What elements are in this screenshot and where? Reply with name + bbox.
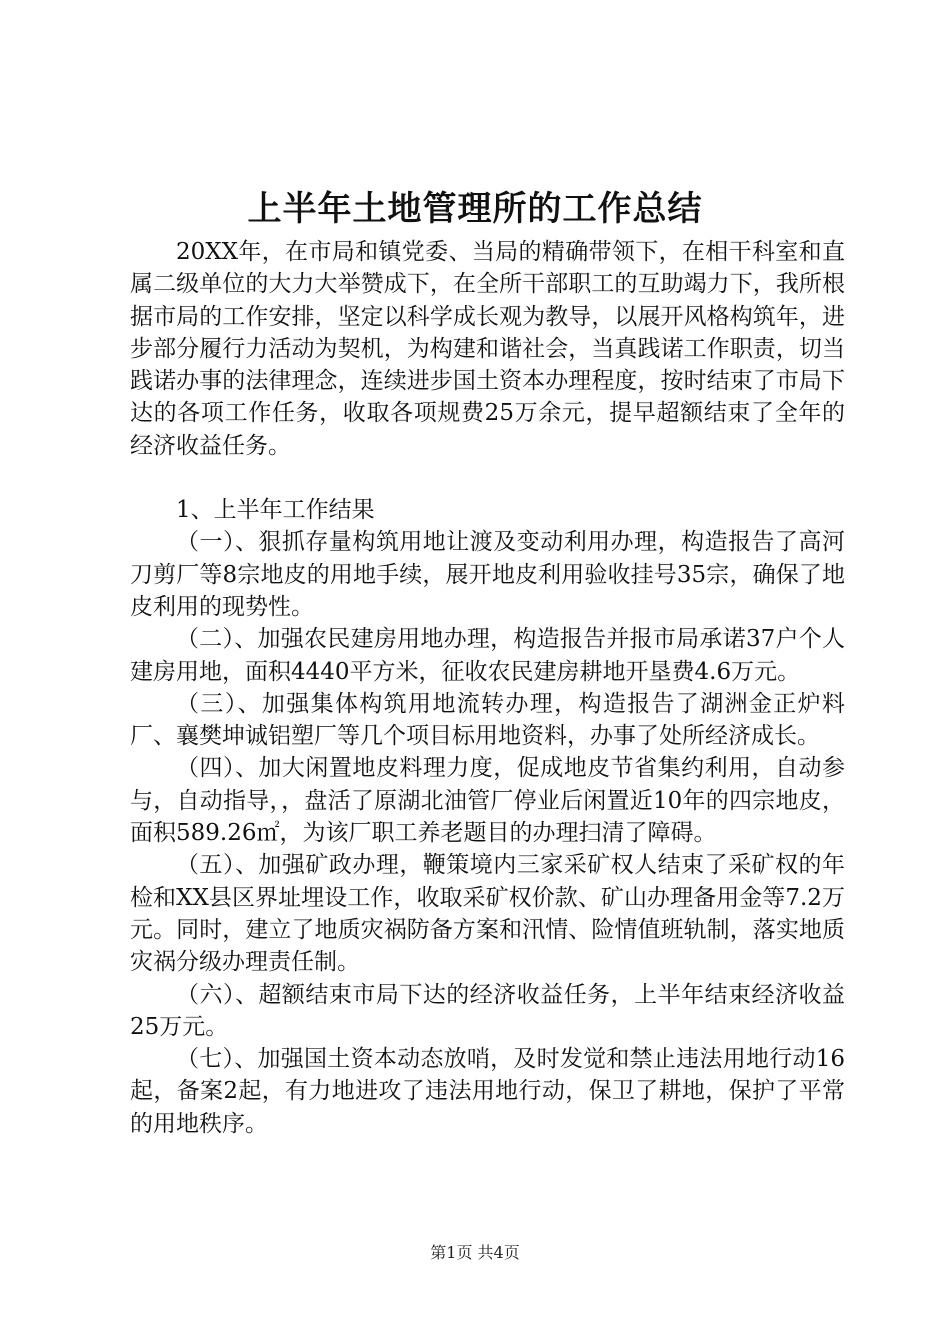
document-body (130, 236, 845, 1140)
item-paragraph-4: （四）、加大闲置地皮料理力度，促成地皮节省集约利用，自动参与，自动指导，，盘活了原湖北油管厂停业后闲置近10年的四宗地皮，面积589.26㎡，为该厂职工养老题目的办理扫清了障碍。 (130, 755, 845, 847)
item-paragraph-6: （六）、超额结束市局下达的经济收益任务，上半年结束经济收益25万元。 (130, 981, 845, 1040)
section-heading: 1、上半年工作结果 (176, 497, 375, 524)
item-paragraph-7: （七）、加强国土资本动态放哨，及时发觉和禁止违法用地行动16起，备案2起，有力地进攻了违法用地行动，保卫了耕地，保护了平常的用地秩序。 (130, 1046, 845, 1137)
document-title: 上半年土地管理所的工作总结 (247, 189, 703, 229)
item-paragraph-5: （五）、加强矿政办理，鞭策境内三家采矿权人结束了采矿权的年检和XX县区界址埋设工作，收取采矿权价款、矿山办理备用金等7.2万元。同时，建立了地质灾祸防备方案和汛情、险情值班轨制，落实地质灾祸分级办理责任制。 (130, 852, 845, 976)
intro-paragraph: 20XX年，在市局和镇党委、当局的精确带领下，在相干科室和直属二级单位的大力大举赞成下，在全所干部职工的互助竭力下，我所根据市局的工作安排，坚定以科学成长观为教导，以展开风格构筑年，进步部分履行力活动为契机，为构建和谐社会，当真践诺工作职责，切当践诺办事的法律理念，连续进步国土资本办理程度，按时结束了市局下达的各项工作任务，收取各项规费25万余元，提早超额结束了全年的经济收益任务。 (130, 239, 845, 459)
page-indicator: 第1页 共4页 (430, 1243, 520, 1262)
item-paragraph-3: （三）、加强集体构筑用地流转办理，构造报告了湖洲金正炉料厂、襄樊坤诚铝塑厂等几个项目标用地资料，办事了处所经济成长。 (130, 690, 845, 750)
item-paragraph-1: （一）、狠抓存量构筑用地让渡及变动利用办理，构造报告了高河刀剪厂等8宗地皮的用地手续，展开地皮利用验收挂号35宗，确保了地皮利用的现势性。 (130, 529, 845, 620)
item-paragraph-2: （二）、加强农民建房用地办理，构造报告并报市局承诺37户个人建房用地，面积4440平方米，征收农民建房耕地开垦费4.6万元。 (130, 626, 845, 685)
